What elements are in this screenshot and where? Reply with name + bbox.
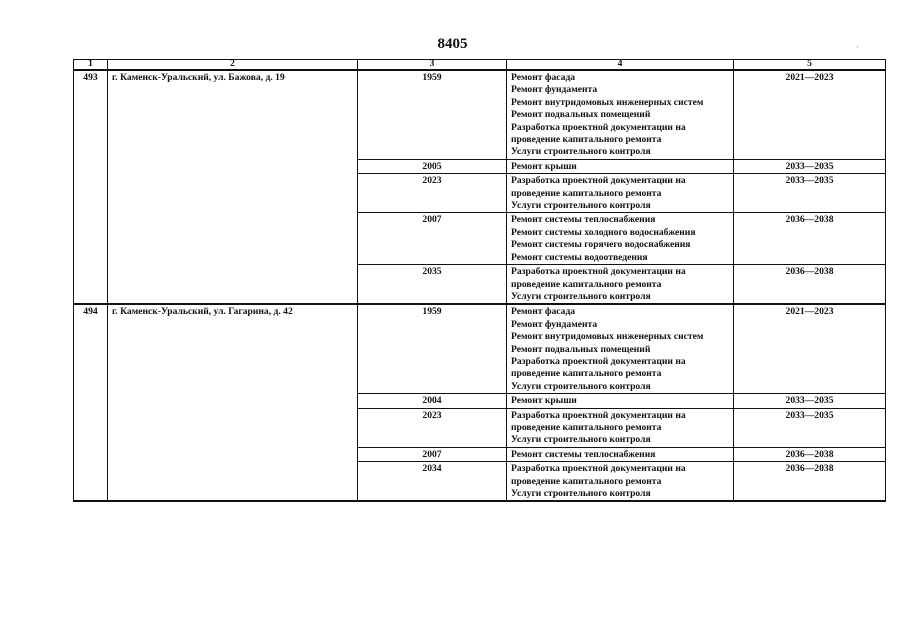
entry-year: 2004 bbox=[358, 394, 507, 408]
repair-period: 2033—2035 bbox=[734, 394, 886, 408]
repair-period: 2036—2038 bbox=[734, 462, 886, 502]
work-item: Ремонт системы горячего водоснабжения bbox=[511, 239, 691, 251]
table-header bbox=[74, 60, 886, 71]
work-item: Ремонт внутридомовых инженерных систем bbox=[511, 96, 704, 108]
entry-year: 2035 bbox=[358, 265, 507, 305]
entry-year: 2023 bbox=[358, 174, 507, 213]
work-list bbox=[507, 213, 734, 265]
repair-period: 2036—2038 bbox=[734, 213, 886, 265]
work-list bbox=[507, 408, 734, 447]
entry-year: 2007 bbox=[358, 447, 507, 461]
building-number: 493 bbox=[74, 70, 108, 304]
column-header-5: 5 bbox=[734, 60, 886, 71]
entry-year: 2023 bbox=[358, 408, 507, 447]
work-item: проведение капитального ремонта bbox=[511, 187, 662, 199]
work-item: Ремонт системы холодного водоснабжения bbox=[511, 226, 696, 238]
table-row bbox=[74, 70, 886, 159]
repair-period: 2033—2035 bbox=[734, 174, 886, 213]
entry-year: 2007 bbox=[358, 213, 507, 265]
building-address: г. Каменск-Уральский, ул. Бажова, д. 19 bbox=[108, 70, 358, 304]
column-header-2: 2 bbox=[108, 60, 358, 71]
entry-year: 1959 bbox=[358, 70, 507, 159]
work-list bbox=[507, 447, 734, 461]
repair-period: 2036—2038 bbox=[734, 265, 886, 305]
header-row bbox=[74, 60, 886, 71]
column-header-3: 3 bbox=[358, 60, 507, 71]
capital-repair-table bbox=[73, 59, 886, 502]
page-number: 8405 bbox=[437, 36, 468, 52]
work-item: Ремонт подвальных помещений bbox=[511, 343, 651, 355]
repair-period: 2033—2035 bbox=[734, 408, 886, 447]
work-list bbox=[507, 70, 734, 159]
work-item: проведение капитального ремонта bbox=[511, 368, 662, 380]
work-item: Ремонт внутридомовых инженерных систем bbox=[511, 331, 704, 343]
work-list bbox=[507, 394, 734, 408]
work-list bbox=[507, 265, 734, 305]
work-item: проведение капитального ремонта bbox=[511, 278, 662, 290]
work-item: Ремонт крыши bbox=[511, 160, 577, 172]
work-list bbox=[507, 174, 734, 213]
work-item: проведение капитального ремонта bbox=[511, 134, 662, 146]
work-item: Ремонт системы теплоснабжения bbox=[511, 214, 656, 226]
work-item: Услуги строительного контроля bbox=[511, 200, 651, 212]
work-item: Ремонт крыши bbox=[511, 395, 577, 407]
entry-year: 2005 bbox=[358, 159, 507, 173]
building-address: г. Каменск-Уральский, ул. Гагарина, д. 42 bbox=[108, 304, 358, 501]
work-item: Ремонт подвальных помещений bbox=[511, 109, 651, 121]
work-item: Разработка проектной документации на bbox=[511, 175, 686, 187]
work-item: проведение капитального ремонта bbox=[511, 475, 662, 487]
column-header-1: 1 bbox=[74, 60, 108, 71]
work-item: Разработка проектной документации на bbox=[511, 463, 686, 475]
work-item: Ремонт фундамента bbox=[511, 318, 598, 330]
work-item: Разработка проектной документации на bbox=[511, 409, 686, 421]
work-list bbox=[507, 462, 734, 502]
entry-year: 1959 bbox=[358, 304, 507, 393]
work-item: Разработка проектной документации на bbox=[511, 266, 686, 278]
repair-period: 2021—2023 bbox=[734, 304, 886, 393]
entry-year: 2034 bbox=[358, 462, 507, 502]
work-item: Услуги строительного контроля bbox=[511, 146, 651, 158]
work-item: Ремонт фасада bbox=[511, 72, 576, 83]
work-item: Ремонт системы теплоснабжения bbox=[511, 448, 656, 460]
building-number: 494 bbox=[74, 304, 108, 501]
work-item: Услуги строительного контроля bbox=[511, 290, 651, 302]
work-list bbox=[507, 159, 734, 173]
repair-period: 2036—2038 bbox=[734, 447, 886, 461]
work-item: Разработка проектной документации на bbox=[511, 355, 686, 367]
repair-period: 2033—2035 bbox=[734, 159, 886, 173]
work-item: Услуги строительного контроля bbox=[511, 380, 651, 392]
column-header-4: 4 bbox=[507, 60, 734, 71]
work-item: проведение капитального ремонта bbox=[511, 421, 662, 433]
work-list bbox=[507, 304, 734, 393]
work-item: Ремонт системы водоотведения bbox=[511, 251, 648, 263]
work-item: Ремонт фундамента bbox=[511, 84, 598, 96]
work-item: Разработка проектной документации на bbox=[511, 121, 686, 133]
repair-period: 2021—2023 bbox=[734, 70, 886, 159]
scan-speck: · bbox=[856, 42, 859, 52]
table-row bbox=[74, 304, 886, 393]
work-item: Услуги строительного контроля bbox=[511, 488, 651, 499]
work-item: Услуги строительного контроля bbox=[511, 434, 651, 446]
work-item: Ремонт фасада bbox=[511, 306, 576, 318]
table-body bbox=[74, 70, 886, 501]
